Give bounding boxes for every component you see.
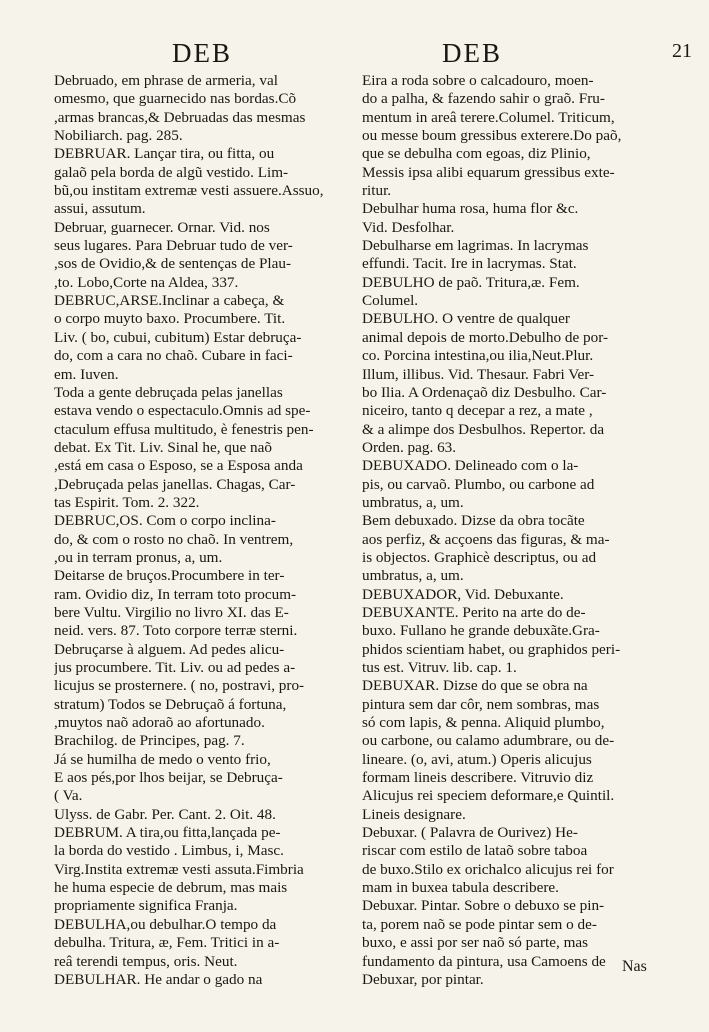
text-line: E aos pés,por lhos beijar, se Debruça- (54, 769, 283, 787)
text-line: Liv. ( bo, cubui, cubitum) Estar debruça- (54, 328, 302, 346)
text-line: DEBUXANTE. Perito na arte do de- (362, 603, 586, 621)
text-line: do, & com o rosto no chaõ. In ventrem, (54, 530, 294, 548)
text-line: DEBULHO. O ventre de qualquer (362, 310, 570, 328)
text-line: Ulyss. de Gabr. Per. Cant. 2. Oit. 48. (54, 805, 276, 823)
text-line: pintura sem dar côr, nem sombras, mas (362, 695, 600, 713)
text-line: tus est. Vitruv. lib. cap. 1. (362, 659, 517, 676)
text-line: stratum) Todos se Debruçaõ á fortuna, (54, 695, 287, 713)
text-line: effundi. Tacit. Ire in lacrymas. Stat. (362, 255, 577, 273)
text-line: co. Porcina intestina,ou ilia,Neut.Plur. (362, 347, 594, 365)
text-line: ( Va. (54, 787, 83, 805)
text-line: Columel. (362, 292, 419, 310)
text-line: Vid. Desfolhar. (362, 218, 455, 236)
text-line: ram. Ovidio diz, In terram toto procum- (54, 585, 297, 603)
text-line: omesmo, que guarnecido nas bordas.Cõ (54, 90, 297, 108)
text-line: Já se humilha de medo o vento frio, (54, 750, 271, 768)
text-line: ,muytos naõ adoraõ ao afortunado. (54, 714, 265, 732)
text-line: Deitarse de bruços.Procumbere in ter- (54, 567, 285, 585)
text-line: debat. Ex Tit. Liv. Sinal he, que naõ (54, 438, 272, 456)
text-line: is objectos. Graphicè descriptus, ou ad (362, 548, 597, 566)
text-line: Debuxar, por pintar. (362, 970, 484, 988)
text-line: ,sos de Ovidio,& de sentenças de Plau- (54, 255, 292, 273)
text-line: Alicujus rei speciem deformare,e Quintil. (362, 787, 615, 805)
text-line: animal depois de morto.Debulho de por- (362, 328, 609, 346)
text-line: Debruado, em phrase de armeria, val (54, 72, 278, 89)
text-line: bũ,ou institam extremæ vesti assuere.Assuo, (54, 182, 324, 200)
catchword: Nas (622, 958, 647, 975)
text-line: ,to. Lobo,Corte na Aldea, 337. (54, 273, 239, 291)
text-line: ,ou in terram pronus, a, um. (54, 548, 223, 566)
text-line: Lineis designare. (362, 805, 466, 823)
text-line: debulha. Tritura, æ, Fem. Tritici in a- (54, 934, 280, 952)
text-line: buxo. Fullano he grande debuxãte.Gra- (362, 622, 600, 640)
text-line: Virg.Instita extremæ vesti assuta.Fimbria (54, 860, 304, 878)
text-line: jus procumbere. Tit. Liv. ou ad pedes a- (54, 659, 296, 676)
text-line: DEBUXAR. Dizse do que se obra na (362, 677, 588, 695)
text-line: em. Iuven. (54, 365, 119, 383)
right-column (362, 72, 668, 989)
text-line: ta, porem naõ se pode pintar sem o de- (362, 915, 597, 933)
text-line: DEBULHAR. He andar o gado na (54, 970, 263, 988)
text-line: seus lugares. Para Debruar tudo de ver- (54, 237, 293, 255)
text-line: Messis ipsa alibi equarum gressibus exte- (362, 163, 615, 181)
text-line: bo Ilia. A Ordenaçaõ diz Desbulho. Car- (362, 383, 607, 401)
text-line: phidos scientiam habet, ou graphidos peri- (362, 640, 621, 658)
text-line: o corpo muyto baxo. Procumbere. Tit. (54, 310, 286, 328)
text-line: reâ terendi tempus, oris. Neut. (54, 952, 238, 970)
left-column (54, 72, 346, 989)
text-line: Debruçarse à alguem. Ad pedes alicu- (54, 640, 285, 658)
text-line: aos perfiz, & acçoens das figuras, & ma- (362, 530, 610, 548)
text-line: DEBUXADO. Delineado com o la- (362, 457, 579, 475)
text-line: ctaculum effusa multitudo, è fenestris pen- (54, 420, 314, 438)
text-line: DEBRUC,ARSE.Inclinar a cabeça, & (54, 292, 285, 310)
text-line: Debuxar. Pintar. Sobre o debuxo se pin- (362, 897, 605, 915)
text-line: Debuxar. ( Palavra de Ourivez) He- (362, 824, 578, 842)
text-line: Toda a gente debruçada pelas janellas (54, 383, 283, 401)
text-line: neid. vers. 87. Toto corpore terræ sterni. (54, 622, 298, 640)
text-line: Debulhar huma rosa, huma flor &c. (362, 200, 579, 218)
text-line: Debruar, guarnecer. Ornar. Vid. nos (54, 218, 270, 236)
text-line: ou carbone, ou calamo adumbrare, ou de- (362, 732, 615, 750)
text-line: Nobiliarch. pag. 285. (54, 127, 183, 145)
text-line: fundamento da pintura, usa Camoens de (362, 952, 606, 970)
text-line: buxo, e assi por ser naõ só parte, mas (362, 934, 589, 952)
text-line: Brachilog. de Principes, pag. 7. (54, 732, 245, 750)
text-line: que se debulha com egoas, diz Plinio, (362, 145, 591, 163)
text-line: mam in buxea tabula describere. (362, 879, 559, 897)
text-line: DEBUXADOR, Vid. Debuxante. (362, 585, 564, 603)
text-line: ,Debruçada pelas janellas. Chagas, Car- (54, 475, 296, 493)
text-line: riscar com estilo de lataõ sobre taboa (362, 842, 588, 860)
text-line: DEBRUC,OS. Com o corpo inclina- (54, 512, 276, 530)
text-line: he huma especie de debrum, mas mais (54, 879, 288, 897)
text-line: do, com a cara no chaõ. Cubare in faci- (54, 347, 293, 365)
running-head-left: DEB (172, 38, 232, 68)
text-line: ,está em casa o Esposo, se a Esposa anda (54, 457, 303, 475)
text-line: DEBRUM. A tira,ou fitta,lançada pe- (54, 824, 281, 842)
text-line: bere Vultu. Virgilio no livro XI. das E- (54, 603, 289, 621)
text-line: estava vendo o espectaculo.Omnis ad spe- (54, 402, 311, 420)
text-line: Orden. pag. 63. (362, 438, 457, 456)
text-line: & a alimpe dos Desbulhos. Repertor. da (362, 420, 605, 438)
text-line: DEBRUAR. Lançar tira, ou fitta, ou (54, 145, 275, 163)
text-line: DEBULHA,ou debulhar.O tempo da (54, 915, 277, 933)
text-line: propriamente significa Franja. (54, 897, 238, 915)
text-line: do a palha, & fazendo sahir o graõ. Fru- (362, 90, 605, 108)
text-line: assui, assutum. (54, 200, 146, 218)
text-line: ou messe boum gressibus exterere.Do paõ, (362, 127, 622, 145)
text-line: DEBULHO de paõ. Tritura,æ. Fem. (362, 273, 580, 291)
text-line: la borda do vestido . Limbus, i, Masc. (54, 842, 284, 860)
page-number: 21 (672, 40, 692, 62)
text-line: Eira a roda sobre o calcadouro, moen- (362, 72, 594, 89)
text-line: niceiro, tanto q decepar a rez, a mate , (362, 402, 593, 420)
text-line: de buxo.Stilo ex orichalco alicujus rei for (362, 860, 614, 878)
text-line: umbratus, a, um. (362, 567, 464, 585)
text-line: formam lineis describere. Vitruvio diz (362, 769, 594, 787)
text-line: lineare. (o, avi, atum.) Operis alicujus (362, 750, 592, 768)
running-head-right: DEB (442, 38, 502, 68)
text-line: tas Espirit. Tom. 2. 322. (54, 493, 200, 511)
text-line: só com lapis, & penna. Aliquid plumbo, (362, 714, 605, 732)
text-line: pis, ou carvaõ. Plumbo, ou carbone ad (362, 475, 595, 493)
text-line: mentum in areâ terere.Columel. Triticum, (362, 108, 615, 126)
text-line: licujus se prosternere. ( no, postravi, pro- (54, 677, 305, 695)
text-line: ritur. (362, 182, 392, 200)
text-line: ,armas brancas,& Debruadas das mesmas (54, 108, 306, 126)
text-line: Bem debuxado. Dizse da obra tocãte (362, 512, 585, 530)
text-line: galaõ pela borda de algũ vestido. Lim- (54, 163, 289, 181)
text-line: Debulharse em lagrimas. In lacrymas (362, 237, 589, 255)
text-line: Illum, illibus. Vid. Thesaur. Fabri Ver- (362, 365, 595, 383)
text-line: umbratus, a, um. (362, 493, 464, 511)
